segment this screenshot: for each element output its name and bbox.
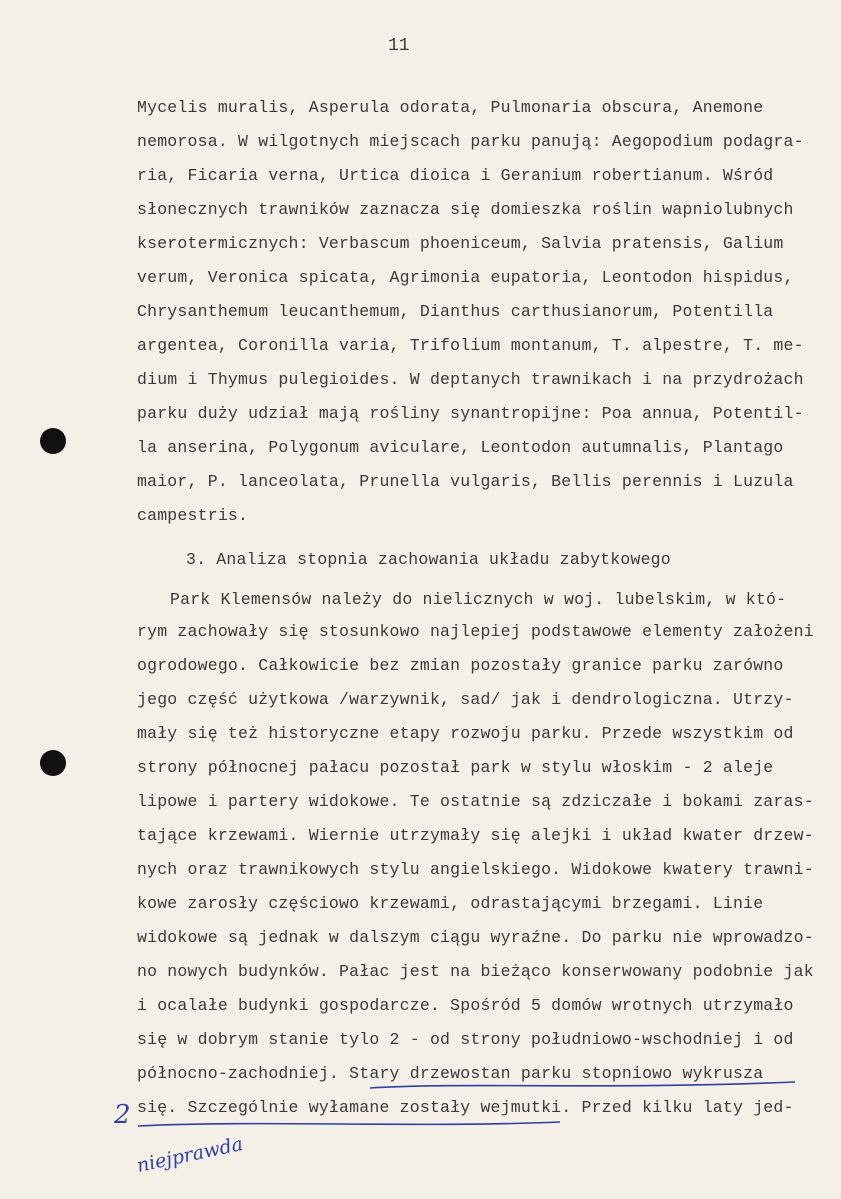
text-line: kserotermicznych: Verbascum phoeniceum, Salvia pratensis, Galium [137, 234, 784, 253]
text-line: kowe zarosły częściowo krzewami, odrastającymi brzegami. Linie [137, 894, 764, 913]
text-line: Chrysanthemum leucanthemum, Dianthus carthusianorum, Potentilla [137, 302, 774, 321]
text-line: no nowych budynków. Pałac jest na bieżąco konserwowany podobnie jak [137, 962, 814, 981]
text-line: campestris. [137, 506, 249, 525]
handwritten-margin-note: niejprawda [134, 1133, 245, 1177]
handwritten-margin-number: 2 [114, 1100, 131, 1130]
text-line: jego część użytkowa /warzywnik, sad/ jak i dendrologiczna. Utrzy- [137, 690, 794, 709]
text-line: mały się też historyczne etapy rozwoju parku. Przede wszystkim od [137, 724, 794, 743]
text-line: Mycelis muralis, Asperula odorata, Pulmonaria obscura, Anemone [137, 98, 764, 117]
text-line: się. Szczególnie wyłamane zostały wejmutki. Przed kilku laty jed- [137, 1098, 794, 1117]
text-line: rym zachowały się stosunkowo najlepiej podstawowe elementy założeni [137, 622, 814, 641]
text-line: i ocalałe budynki gospodarcze. Spośród 5 domów wrotnych utrzymało [137, 996, 794, 1015]
text-line: się w dobrym stanie tylo 2 - od strony południowo-wschodniej i od [137, 1030, 794, 1049]
text-line: północno-zachodniej. Stary drzewostan parku stopniowo wykrusza [137, 1064, 764, 1083]
text-line: la anserina, Polygonum aviculare, Leontodon autumnalis, Plantago [137, 438, 784, 457]
text-line: verum, Veronica spicata, Agrimonia eupatoria, Leontodon hispidus, [137, 268, 794, 287]
text-line: strony północnej pałacu pozostał park w stylu włoskim - 2 aleje [137, 758, 774, 777]
text-line: ogrodowego. Całkowicie bez zmian pozostały granice parku zarówno [137, 656, 784, 675]
text-line: parku duży udział mają rośliny synantropijne: Poa annua, Potentil- [137, 404, 804, 423]
section-heading: 3. Analiza stopnia zachowania układu zabytkowego [186, 550, 671, 569]
text-line: ria, Ficaria verna, Urtica dioica i Geranium robertianum. Wśród [137, 166, 774, 185]
text-line: lipowe i partery widokowe. Te ostatnie są zdziczałe i bokami zaras- [137, 792, 814, 811]
page-number: 11 [388, 36, 410, 56]
text-line: tające krzewami. Wiernie utrzymały się alejki i układ kwater drzew- [137, 826, 814, 845]
text-line: nych oraz trawnikowych stylu angielskiego. Widokowe kwatery trawni- [137, 860, 814, 879]
text-line: słonecznych trawników zaznacza się domieszka roślin wapniolubnych [137, 200, 794, 219]
text-line: nemorosa. W wilgotnych miejscach parku panują: Aegopodium podagra- [137, 132, 804, 151]
text-line: Park Klemensów należy do nielicznych w woj. lubelskim, w któ- [170, 590, 787, 609]
text-line: widokowe są jednak w dalszym ciągu wyraźne. Do parku nie wprowadzo- [137, 928, 814, 947]
text-line: dium i Thymus pulegioides. W deptanych trawnikach i na przydrożach [137, 370, 804, 389]
text-line: maior, P. lanceolata, Prunella vulgaris, Bellis perennis i Luzula [137, 472, 794, 491]
text-line: argentea, Coronilla varia, Trifolium montanum, T. alpestre, T. me- [137, 336, 804, 355]
